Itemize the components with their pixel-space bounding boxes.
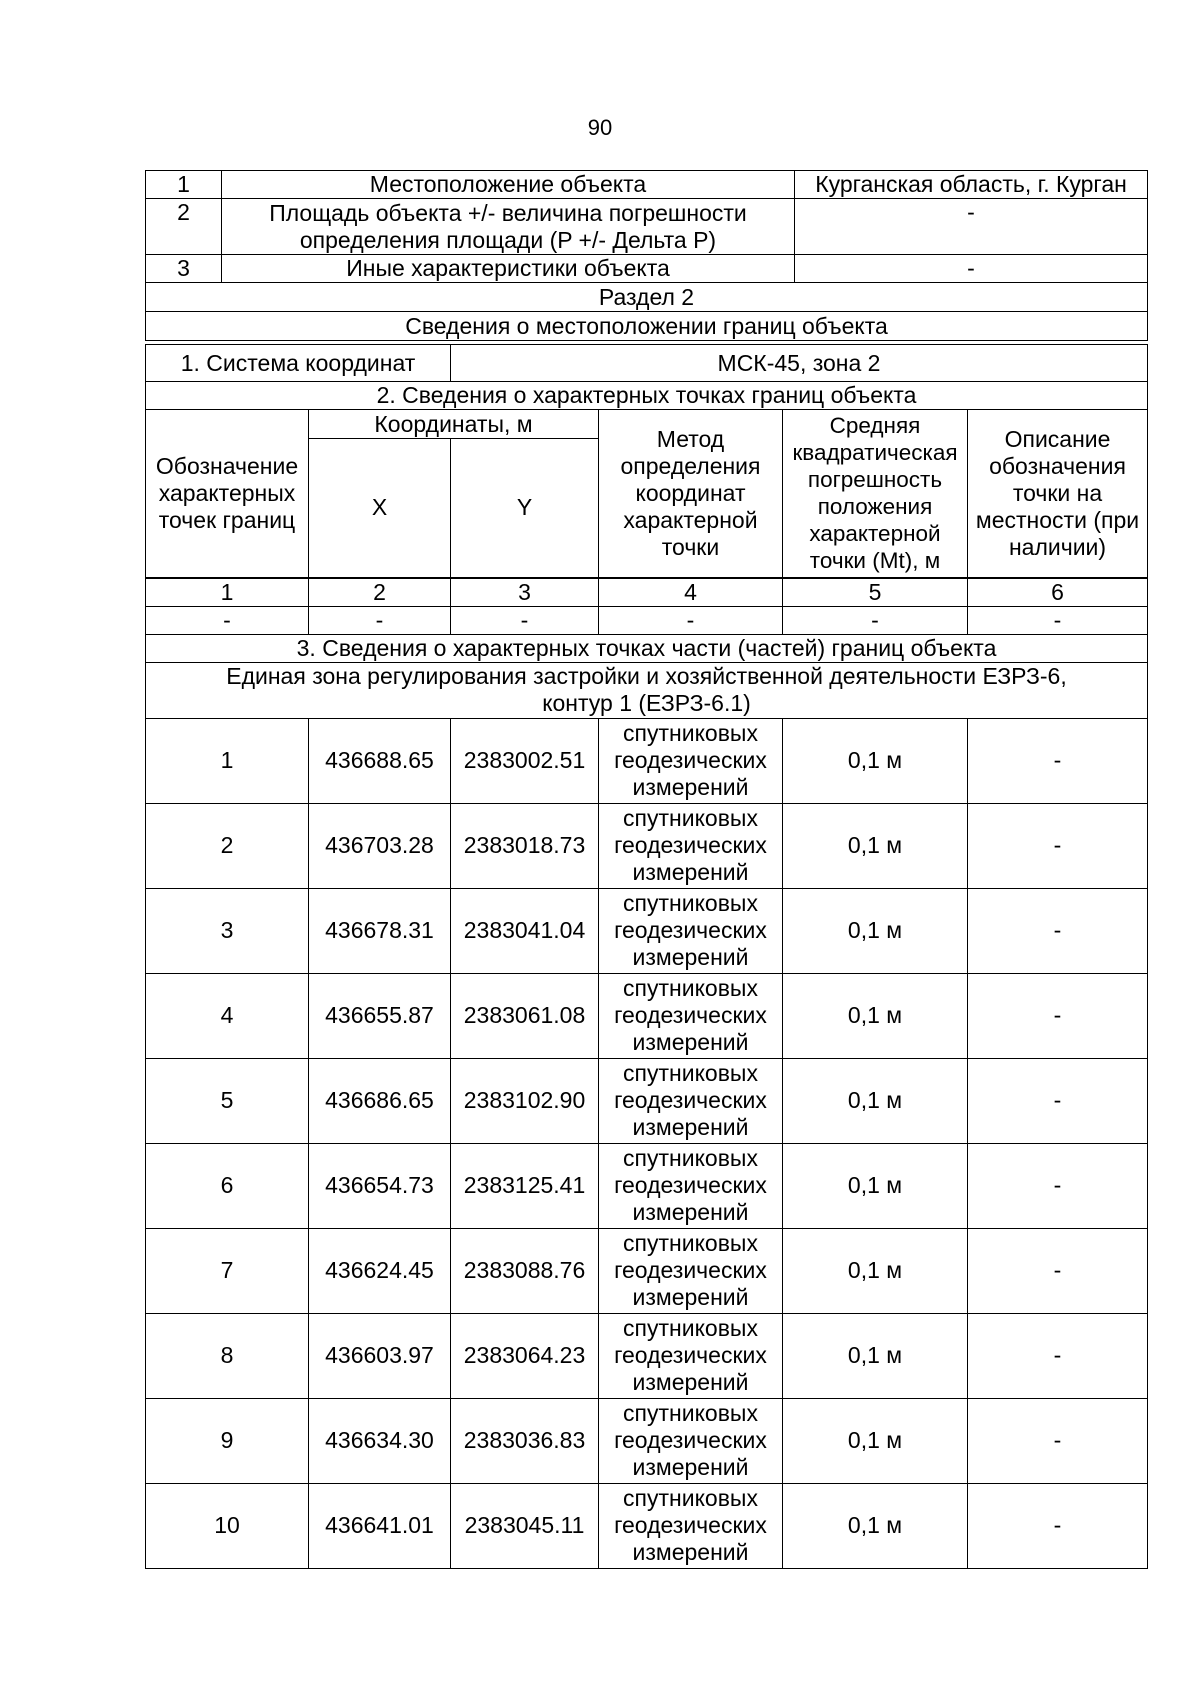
point-number: 3 (146, 888, 309, 973)
table-row (146, 803, 1148, 888)
point-accuracy: 0,1 м (783, 973, 968, 1058)
info-row (146, 255, 1148, 283)
point-description: - (968, 888, 1148, 973)
point-x: 436624.45 (309, 1228, 451, 1313)
column-number: 2 (309, 578, 451, 607)
table-row (146, 1313, 1148, 1398)
point-method: спутниковых геодезических измерений (599, 1143, 783, 1228)
point-number: 10 (146, 1483, 309, 1568)
point-description: - (968, 973, 1148, 1058)
section-title: Раздел 2 (146, 283, 1148, 312)
table-row (146, 1058, 1148, 1143)
point-method: спутниковых геодезических измерений (599, 973, 783, 1058)
column-number: 1 (146, 578, 309, 607)
empty-cell: - (146, 606, 309, 634)
header-coordinates: Координаты, м (309, 410, 599, 439)
point-number: 8 (146, 1313, 309, 1398)
info-value: - (795, 199, 1148, 255)
header-y: Y (451, 439, 599, 578)
point-x: 436688.65 (309, 718, 451, 803)
point-y: 2383045.11 (451, 1483, 599, 1568)
point-method: спутниковых геодезических измерений (599, 803, 783, 888)
column-number-row (146, 578, 1148, 607)
column-number: 3 (451, 578, 599, 607)
info-num: 2 (146, 199, 222, 255)
point-number: 7 (146, 1228, 309, 1313)
table-row (146, 973, 1148, 1058)
point-x: 436603.97 (309, 1313, 451, 1398)
point-accuracy: 0,1 м (783, 718, 968, 803)
info-value: - (795, 255, 1148, 283)
point-method: спутниковых геодезических измерений (599, 1483, 783, 1568)
info-row (146, 199, 1148, 255)
point-y: 2383036.83 (451, 1398, 599, 1483)
point-accuracy: 0,1 м (783, 1313, 968, 1398)
point-accuracy: 0,1 м (783, 803, 968, 888)
point-x: 436686.65 (309, 1058, 451, 1143)
object-info-table (145, 170, 1148, 341)
info-num: 1 (146, 171, 222, 199)
point-method: спутниковых геодезических измерений (599, 718, 783, 803)
point-number: 1 (146, 718, 309, 803)
table-row (146, 718, 1148, 803)
point-description: - (968, 1143, 1148, 1228)
empty-row (146, 606, 1148, 634)
point-description: - (968, 1228, 1148, 1313)
point-method: спутниковых геодезических измерений (599, 1058, 783, 1143)
coord-system-value: МСК-45, зона 2 (451, 345, 1148, 382)
point-description: - (968, 1483, 1148, 1568)
table-row (146, 1483, 1148, 1568)
point-x: 436703.28 (309, 803, 451, 888)
header-x: X (309, 439, 451, 578)
point-y: 2383041.04 (451, 888, 599, 973)
point-description: - (968, 1058, 1148, 1143)
point-number: 2 (146, 803, 309, 888)
header-description: Описание обозначения точки на местности (при наличии) (968, 410, 1148, 578)
header-designation: Обозначение характерных точек границ (146, 410, 309, 578)
subsection-2-title: 2. Сведения о характерных точках границ объекта (146, 382, 1148, 410)
column-number: 6 (968, 578, 1148, 607)
info-label: Площадь объекта +/- величина погрешности определения площади (P +/- Дельта P) (222, 199, 795, 255)
column-number: 4 (599, 578, 783, 607)
point-y: 2383088.76 (451, 1228, 599, 1313)
table-row (146, 1143, 1148, 1228)
header-method: Метод определения координат характерной точки (599, 410, 783, 578)
point-method: спутниковых геодезических измерений (599, 888, 783, 973)
info-label: Иные характеристики объекта (222, 255, 795, 283)
point-y: 2383102.90 (451, 1058, 599, 1143)
point-method: спутниковых геодезических измерений (599, 1228, 783, 1313)
boundary-points-table (145, 344, 1148, 1569)
point-number: 4 (146, 973, 309, 1058)
point-y: 2383125.41 (451, 1143, 599, 1228)
point-number: 6 (146, 1143, 309, 1228)
table-row (146, 888, 1148, 973)
point-y: 2383018.73 (451, 803, 599, 888)
point-description: - (968, 1313, 1148, 1398)
point-x: 436641.01 (309, 1483, 451, 1568)
point-x: 436634.30 (309, 1398, 451, 1483)
point-y: 2383064.23 (451, 1313, 599, 1398)
table-row (146, 1398, 1148, 1483)
info-row (146, 171, 1148, 199)
point-accuracy: 0,1 м (783, 1058, 968, 1143)
point-x: 436655.87 (309, 973, 451, 1058)
empty-cell: - (451, 606, 599, 634)
section-subtitle: Сведения о местоположении границ объекта (146, 312, 1148, 341)
point-accuracy: 0,1 м (783, 1143, 968, 1228)
point-accuracy: 0,1 м (783, 1228, 968, 1313)
point-x: 436678.31 (309, 888, 451, 973)
point-y: 2383002.51 (451, 718, 599, 803)
point-description: - (968, 803, 1148, 888)
empty-cell: - (968, 606, 1148, 634)
point-accuracy: 0,1 м (783, 1398, 968, 1483)
header-accuracy: Средняя квадратическая погрешность положения характерной точки (Mt), м (783, 410, 968, 578)
info-value: Курганская область, г. Курган (795, 171, 1148, 199)
page-number: 90 (587, 115, 613, 140)
point-description: - (968, 1398, 1148, 1483)
zone-title: Единая зона регулирования застройки и хозяйственной деятельности ЕЗРЗ-6, контур 1 (ЕЗРЗ-6.1) (146, 662, 1148, 718)
table-row (146, 1228, 1148, 1313)
empty-cell: - (783, 606, 968, 634)
empty-cell: - (599, 606, 783, 634)
empty-cell: - (309, 606, 451, 634)
point-description: - (968, 718, 1148, 803)
point-method: спутниковых геодезических измерений (599, 1313, 783, 1398)
info-label: Местоположение объекта (222, 171, 795, 199)
subsection-3-title: 3. Сведения о характерных точках части (частей) границ объекта (146, 634, 1148, 662)
point-x: 436654.73 (309, 1143, 451, 1228)
point-method: спутниковых геодезических измерений (599, 1398, 783, 1483)
info-num: 3 (146, 255, 222, 283)
point-number: 9 (146, 1398, 309, 1483)
coord-system-label: 1. Система координат (146, 345, 451, 382)
point-number: 5 (146, 1058, 309, 1143)
point-accuracy: 0,1 м (783, 888, 968, 973)
point-accuracy: 0,1 м (783, 1483, 968, 1568)
points-list (146, 718, 1148, 1568)
column-number: 5 (783, 578, 968, 607)
point-y: 2383061.08 (451, 973, 599, 1058)
